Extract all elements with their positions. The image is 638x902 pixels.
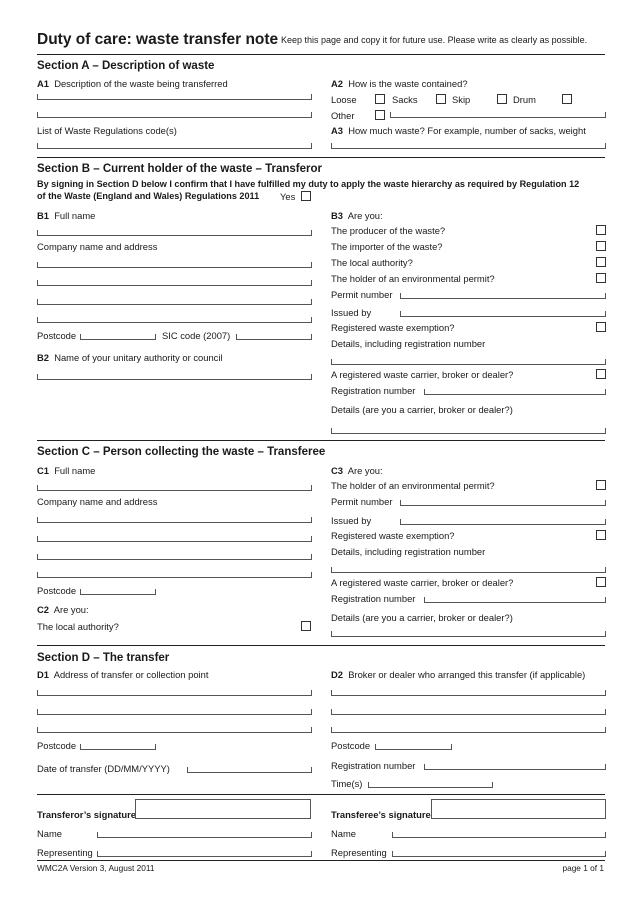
a3-field[interactable] (331, 143, 606, 149)
importer-label: The importer of the waste? (331, 241, 443, 252)
c2-label: C2 Are you: (37, 604, 89, 615)
c-issued-by-label: Issued by (331, 515, 372, 526)
transferor-representing-field[interactable] (97, 851, 312, 857)
a1-field-2[interactable] (37, 112, 312, 118)
c-details-reg-field[interactable] (331, 567, 606, 573)
sic-field[interactable] (236, 334, 312, 340)
skip-checkbox[interactable] (436, 94, 446, 104)
b-company-label: Company name and address (37, 241, 158, 252)
d1-label: D1 Address of transfer or collection point (37, 669, 209, 680)
d2-reg-number-label: Registration number (331, 760, 416, 771)
page-subtitle: Keep this page and copy it for future use. Please write as clearly as possible. (281, 35, 588, 45)
c-reg-number-label: Registration number (331, 593, 416, 604)
section-b-heading: Section B – Current holder of the waste – Transferor (37, 163, 323, 175)
c-issued-by-field[interactable] (400, 519, 606, 525)
producer-label: The producer of the waste? (331, 225, 446, 236)
d2-reg-number-field[interactable] (424, 764, 606, 770)
transferee-signature-box[interactable] (431, 799, 606, 819)
d1-address-field-2[interactable] (37, 709, 312, 715)
declaration-line-2: of the Waste (England and Wales) Regulations 2011 (37, 191, 260, 201)
b-details-reg-field[interactable] (331, 359, 606, 365)
d1-postcode-field[interactable] (80, 744, 156, 750)
b2-label: B2 Name of your unitary authority or council (37, 352, 223, 363)
section-c-heading: Section C – Person collecting the waste – Transferee (37, 446, 326, 458)
c-permit-number-label: Permit number (331, 496, 393, 507)
section-d-heading: Section D – The transfer (37, 652, 170, 664)
divider (37, 645, 605, 646)
b-permit-number-label: Permit number (331, 289, 393, 300)
c-permit-holder-checkbox[interactable] (596, 480, 606, 490)
transferor-signature-label: Transferor’s signature (37, 809, 136, 820)
c1-name-field[interactable] (37, 485, 312, 491)
c-carrier-checkbox[interactable] (596, 577, 606, 587)
transferor-signature-box[interactable] (135, 799, 311, 819)
d2-field-2[interactable] (331, 709, 606, 715)
page-title: Duty of care: waste transfer note (37, 31, 279, 48)
b-address-field-2[interactable] (37, 280, 312, 286)
c-details-reg-label: Details, including registration number (331, 546, 486, 557)
c1-label: C1 Full name (37, 465, 96, 476)
transferor-representing-label: Representing (37, 847, 93, 858)
declaration-line-1: By signing in Section D below I confirm that I have fulfilled my duty to apply the waste hierarchy as required by Regulation 12 (37, 179, 580, 189)
declaration-yes-label: Yes (280, 191, 296, 202)
c-details-carrier-field[interactable] (331, 631, 606, 637)
b-address-field-3[interactable] (37, 299, 312, 305)
c-permit-number-field[interactable] (400, 500, 606, 506)
transferee-name-field[interactable] (392, 832, 606, 838)
sacks-checkbox[interactable] (375, 94, 385, 104)
d2-postcode-label: Postcode (331, 740, 371, 751)
divider (37, 794, 605, 795)
c-local-authority-checkbox[interactable] (301, 621, 311, 631)
transferor-name-label: Name (37, 828, 63, 839)
producer-checkbox[interactable] (596, 225, 606, 235)
d2-postcode-field[interactable] (375, 744, 452, 750)
c-address-field-4[interactable] (37, 572, 312, 578)
other-label: Other (331, 110, 355, 121)
d2-field-3[interactable] (331, 727, 606, 733)
c-reg-number-field[interactable] (424, 597, 606, 603)
codes-label: List of Waste Regulations code(s) (37, 125, 177, 136)
b1-name-field[interactable] (37, 230, 312, 236)
b-carrier-checkbox[interactable] (596, 369, 606, 379)
b-issued-by-label: Issued by (331, 307, 372, 318)
transferee-name-label: Name (331, 828, 357, 839)
b-carrier-label: A registered waste carrier, broker or dealer? (331, 369, 514, 380)
b1-label: B1 Full name (37, 210, 96, 221)
loose-label: Loose (331, 94, 357, 105)
sacks-label: Sacks (392, 94, 418, 105)
b-postcode-field[interactable] (80, 334, 156, 340)
transferee-signature-label: Transferee’s signature (331, 809, 431, 820)
b3-label: B3 Are you: (331, 210, 383, 221)
c-exemption-label: Registered waste exemption? (331, 530, 455, 541)
c-details-carrier-label: Details (are you a carrier, broker or dealer?) (331, 612, 513, 623)
b-permit-number-field[interactable] (400, 293, 606, 299)
other-checkbox[interactable] (375, 110, 385, 120)
d2-field-1[interactable] (331, 690, 606, 696)
c-company-label: Company name and address (37, 496, 158, 507)
c-postcode-field[interactable] (80, 589, 156, 595)
footer-page: page 1 of 1 (562, 863, 604, 873)
codes-field[interactable] (37, 143, 312, 149)
a1-field-1[interactable] (37, 94, 312, 100)
b-details-reg-label: Details, including registration number (331, 338, 486, 349)
divider (37, 54, 605, 55)
c-local-authority-label: The local authority? (37, 621, 119, 632)
c-postcode-label: Postcode (37, 585, 77, 596)
a2-label: A2 How is the waste contained? (331, 78, 468, 89)
divider (37, 157, 605, 158)
c-address-field-2[interactable] (37, 536, 312, 542)
d-postcode-label: Postcode (37, 740, 77, 751)
drum-checkbox[interactable] (497, 94, 507, 104)
c-address-field-3[interactable] (37, 554, 312, 560)
b-postcode-label: Postcode (37, 330, 77, 341)
b-reg-number-field[interactable] (424, 389, 606, 395)
footer-version: WMC2A Version 3, August 2011 (37, 863, 155, 873)
d2-label: D2 Broker or dealer who arranged this transfer (if applicable) (331, 669, 586, 680)
b-details-carrier-label: Details (are you a carrier, broker or dealer?) (331, 404, 513, 415)
c-exemption-checkbox[interactable] (596, 530, 606, 540)
drum-label: Drum (513, 94, 536, 105)
b-address-field-4[interactable] (37, 317, 312, 323)
transferee-representing-label: Representing (331, 847, 387, 858)
d1-address-field-3[interactable] (37, 727, 312, 733)
b-details-carrier-field[interactable] (331, 428, 606, 434)
b-permit-holder-checkbox[interactable] (596, 273, 606, 283)
b2-field[interactable] (37, 374, 312, 380)
d1-address-field-1[interactable] (37, 690, 312, 696)
skip-label: Skip (452, 94, 471, 105)
c-permit-holder-label: The holder of an environmental permit? (331, 480, 495, 491)
transferee-representing-field[interactable] (392, 851, 606, 857)
declaration-yes-checkbox[interactable] (301, 191, 311, 201)
section-a-heading: Section A – Description of waste (37, 60, 215, 72)
sic-label: SIC code (2007) (162, 330, 231, 341)
other-field[interactable] (390, 112, 606, 118)
b-permit-holder-label: The holder of an environmental permit? (331, 273, 495, 284)
importer-checkbox[interactable] (596, 241, 606, 251)
c-carrier-label: A registered waste carrier, broker or dealer? (331, 577, 514, 588)
time-label: Time(s) (331, 778, 363, 789)
b-address-field-1[interactable] (37, 262, 312, 268)
divider (37, 860, 605, 861)
b-local-authority-checkbox[interactable] (596, 257, 606, 267)
transferor-name-field[interactable] (97, 832, 312, 838)
b-exemption-checkbox[interactable] (596, 322, 606, 332)
b-reg-number-label: Registration number (331, 385, 416, 396)
date-field[interactable] (187, 767, 312, 773)
other-checkbox-extra[interactable] (562, 94, 572, 104)
a3-label: A3 How much waste? For example, number of sacks, weight (331, 125, 586, 136)
divider (37, 440, 605, 441)
time-field[interactable] (368, 782, 493, 788)
b-local-authority-label: The local authority? (331, 257, 413, 268)
b-issued-by-field[interactable] (400, 311, 606, 317)
c3-label: C3 Are you: (331, 465, 383, 476)
c-address-field-1[interactable] (37, 517, 312, 523)
date-label: Date of transfer (DD/MM/YYYY) (37, 763, 170, 774)
a1-label: A1 Description of the waste being transferred (37, 78, 228, 89)
b-exemption-label: Registered waste exemption? (331, 322, 455, 333)
